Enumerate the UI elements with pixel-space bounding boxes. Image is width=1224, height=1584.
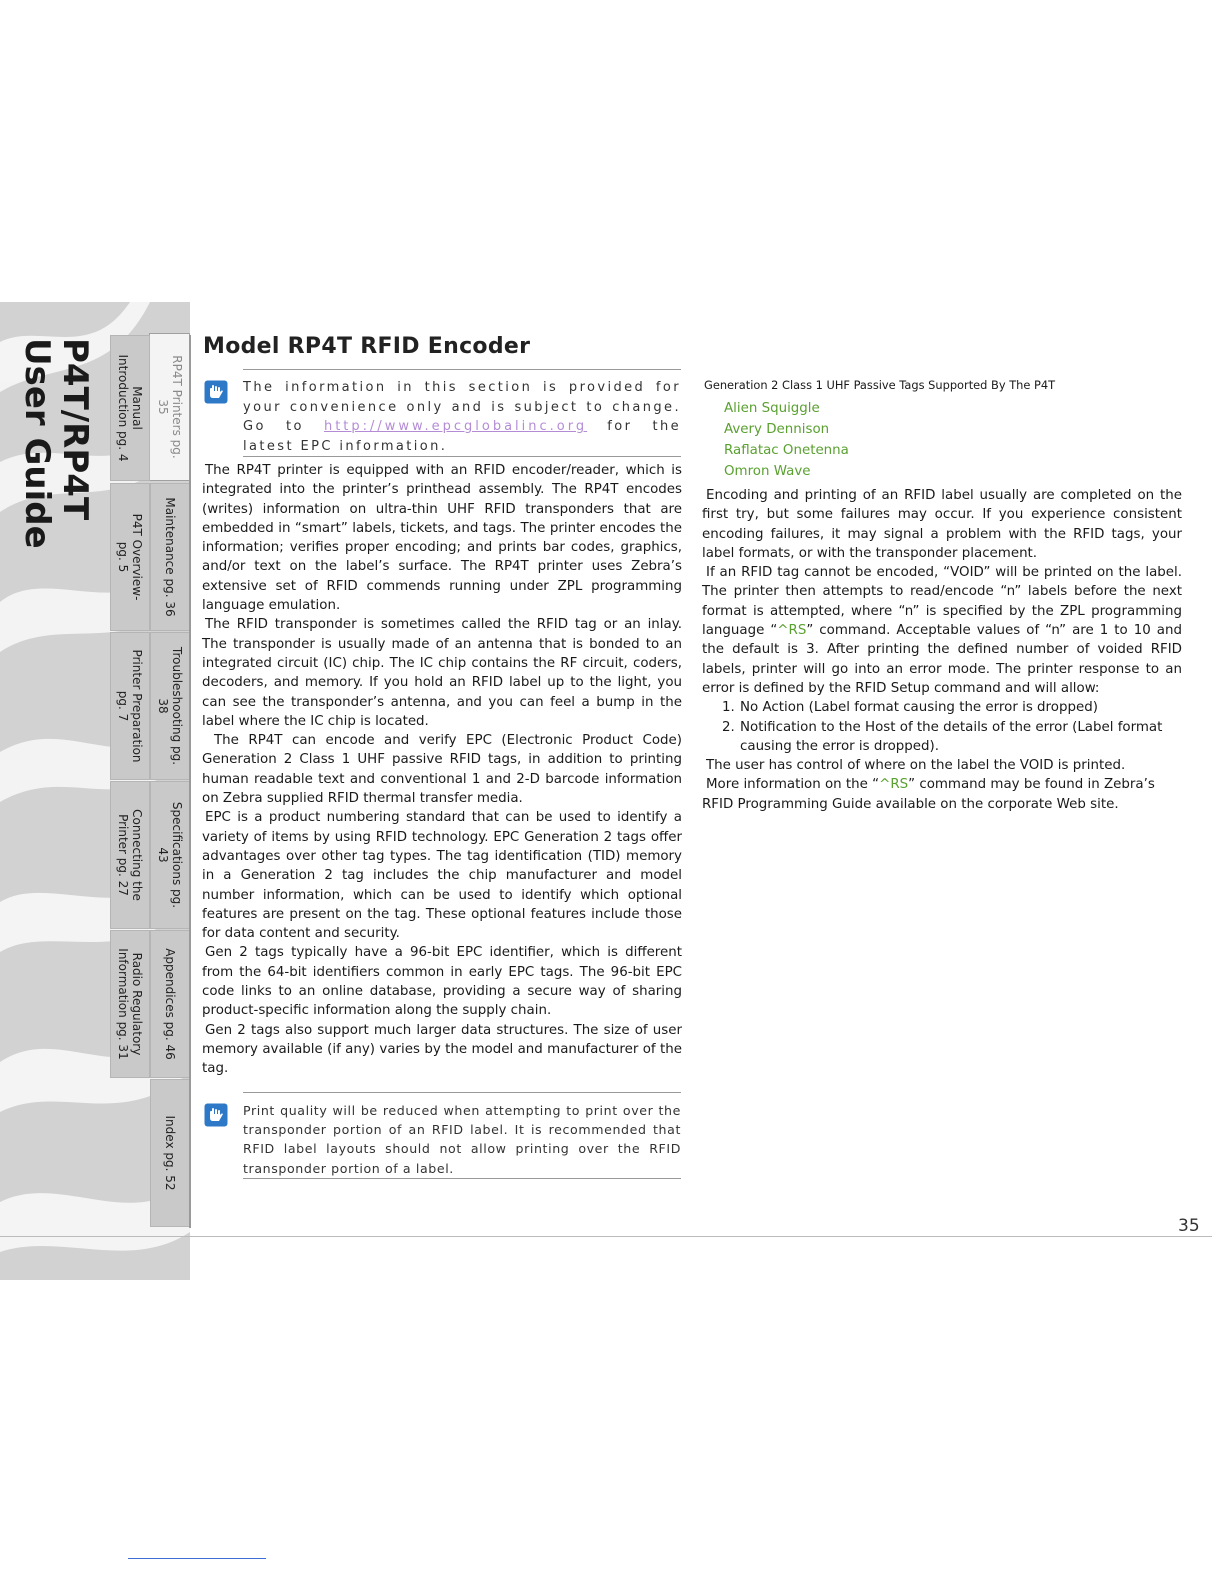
note1-text-before: The information in this section is provided for your convenience only and is subject to change. Go to bbox=[243, 380, 681, 434]
tab-index[interactable] bbox=[150, 1079, 190, 1227]
tab-label: Index pg. 52 bbox=[163, 1115, 177, 1191]
body-paragraph: Gen 2 tags also support much larger data structures. The size of user memory available (if any) varies by the model and manufacturer of the tag. bbox=[202, 1022, 682, 1077]
tab-manual-introduction[interactable] bbox=[110, 335, 150, 481]
page-bottom-rule bbox=[0, 1236, 1212, 1237]
list-number: 2. bbox=[722, 719, 735, 735]
note2-top-rule bbox=[243, 1092, 681, 1093]
page-number: 35 bbox=[1178, 1216, 1200, 1236]
list-item bbox=[722, 698, 1182, 717]
body-paragraph: The RFID transponder is sometimes called the RFID tag or an inlay. The transponder is usually made of an antenna that is bonded to an integrated circuit (IC) chip. The IC chip contains the RF circuit, coders, decoders, and memory. If you hold an RFID label up to the light, you can see the transponder’s antenna, and you can feel a bump in the label where the IC chip is located. bbox=[202, 617, 682, 729]
note-print-quality: Print quality will be reduced when attempting to print over the transponder portion of an RFID label. It is recommended that RFID label layouts should not allow printing over the RFID transponder portion of a label. bbox=[243, 1103, 681, 1176]
supported-tags-list bbox=[702, 398, 1182, 482]
list-number: 1. bbox=[722, 700, 735, 716]
void-text-before: If an RFID tag cannot be encoded, “VOID” will be printed on the label. The printer then attempts to read/encode “n” labels before the next format is attempted, where “n” is specified by the ZPL programming language “ bbox=[702, 565, 1182, 639]
tab-connecting-the-printer[interactable] bbox=[110, 781, 150, 929]
body-paragraph: Gen 2 tags typically have a 96-bit EPC identifier, which is different from the 64-bit identifiers common in early EPC tags. The 96-bit EPC code links to an online database, providing a secure way of sharing product-specific information along the supply chain. bbox=[202, 945, 682, 1019]
tab-label: Specifications pg. 43 bbox=[156, 801, 184, 909]
note-hand-icon bbox=[204, 1103, 228, 1127]
tab-label: Appendices pg. 46 bbox=[163, 948, 177, 1060]
tab-radio-regulatory[interactable] bbox=[110, 930, 150, 1078]
tag-item: Raflatac Onetenna bbox=[724, 443, 849, 458]
tab-label: RP4T Printers pg. 35 bbox=[155, 355, 184, 459]
tab-p4t-overview[interactable] bbox=[110, 483, 150, 631]
tag-item: Omron Wave bbox=[724, 464, 811, 479]
tab-separator bbox=[189, 335, 191, 1228]
tab-label: Maintenance pg. 36 bbox=[163, 497, 177, 617]
rs-command: ^RS bbox=[777, 623, 807, 639]
body-column bbox=[202, 461, 682, 1079]
note-hand-icon bbox=[204, 380, 228, 404]
page-title: Model RP4T RFID Encoder bbox=[203, 334, 531, 359]
encoding-paragraph: Encoding and printing of an RFID label usually are completed on the first try, but some failures may occur. If you experience consistent encoding failures, it may signal a problem with the RFID tags, your label formats, or with the transponder placement. bbox=[702, 488, 1182, 561]
guide-title bbox=[16, 338, 116, 558]
note-epc-info bbox=[243, 378, 681, 456]
footer-link-rule bbox=[128, 1558, 266, 1559]
right-column bbox=[702, 377, 1182, 814]
guide-title-line2: User Guide bbox=[17, 338, 57, 549]
guide-title-line1: P4T/RP4T bbox=[55, 338, 95, 521]
void-text-after: ” command. Acceptable values of “n” are 1 to 10 and the default is 3. After printing the defined number of voided RFID labels, printer will go into an error mode. The printer response to an error is defined by the RFID Setup command and will allow: bbox=[702, 623, 1182, 696]
tab-label: Connecting the Printer pg. 27 bbox=[116, 809, 144, 901]
more-info-after: ” command may be found in Zebra’s RFID Programming Guide available on the corporate Web site. bbox=[702, 777, 1155, 812]
epcglobal-link[interactable]: http://www.epcglobalinc.org bbox=[323, 419, 588, 434]
list-text: Notification to the Host of the details of the error (Label format causing the error is dropped). bbox=[740, 719, 1163, 754]
tab-label: Troubleshooting pg. 38 bbox=[156, 646, 184, 766]
note1-text-after: for the latest EPC information. bbox=[243, 419, 681, 454]
more-info-paragraph bbox=[702, 775, 1182, 814]
tab-specifications[interactable] bbox=[150, 781, 190, 929]
list-item bbox=[722, 718, 1182, 757]
tab-printer-preparation[interactable] bbox=[110, 632, 150, 780]
void-control-paragraph: The user has control of where on the label the VOID is printed. bbox=[706, 758, 1126, 774]
body-paragraph: The RP4T can encode and verify EPC (Electronic Product Code) Generation 2 Class 1 UHF passive RFID tags, in addition to printing human readable text and conventional 1 and 2-D barcode information on Zebra supplied RFID thermal transfer media. bbox=[202, 733, 682, 807]
more-info-before: More information on the “ bbox=[706, 777, 880, 793]
tag-item: Avery Dennison bbox=[724, 422, 830, 437]
tab-label: Radio Regulatory Information pg. 31 bbox=[116, 948, 144, 1060]
list-text: No Action (Label format causing the error is dropped) bbox=[740, 700, 1098, 716]
void-paragraph bbox=[702, 563, 1182, 698]
tab-label: P4T Overview- pg. 5 bbox=[116, 513, 144, 601]
note1-bottom-rule bbox=[243, 456, 681, 457]
tags-subheading: Generation 2 Class 1 UHF Passive Tags Supported By The P4T bbox=[704, 378, 1056, 392]
tab-rp4t-printers[interactable] bbox=[149, 333, 190, 481]
tab-maintenance[interactable] bbox=[150, 483, 190, 631]
tab-label: Printer Preparation pg. 7 bbox=[116, 649, 144, 763]
body-paragraph: EPC is a product numbering standard that can be used to identify a variety of items by using RFID technology. EPC Generation 2 tags offer advantages over other tag types. The tag identification (TID) memory in a Generation 2 tag includes the chip manufacturer and model number information, which can be used to identify which optional features are present on the tag. These optional features include those for data content and security. bbox=[202, 810, 682, 942]
title-rule bbox=[243, 369, 681, 370]
note2-bottom-rule bbox=[243, 1178, 681, 1179]
tab-label: Manual Introduction pg. 4 bbox=[116, 354, 144, 462]
tab-appendices[interactable] bbox=[150, 930, 190, 1078]
tag-item: Alien Squiggle bbox=[724, 401, 820, 416]
tab-troubleshooting[interactable] bbox=[150, 632, 190, 780]
rs-command: ^RS bbox=[879, 777, 909, 793]
body-paragraph: The RP4T printer is equipped with an RFID encoder/reader, which is integrated into the printer’s printhead assembly. The RP4T encodes (writes) information on ultra-thin UHF RFID transponders that are embedded in “smart” labels, tickets, and tags. The printer encodes the information; verifies proper encoding; and prints bar codes, graphics, and/or text on the label’s surface. The RP4T printer uses Zebra’s extensive set of RFID commends running under ZPL programming language emulation. bbox=[202, 463, 682, 614]
error-options-list bbox=[702, 698, 1182, 756]
